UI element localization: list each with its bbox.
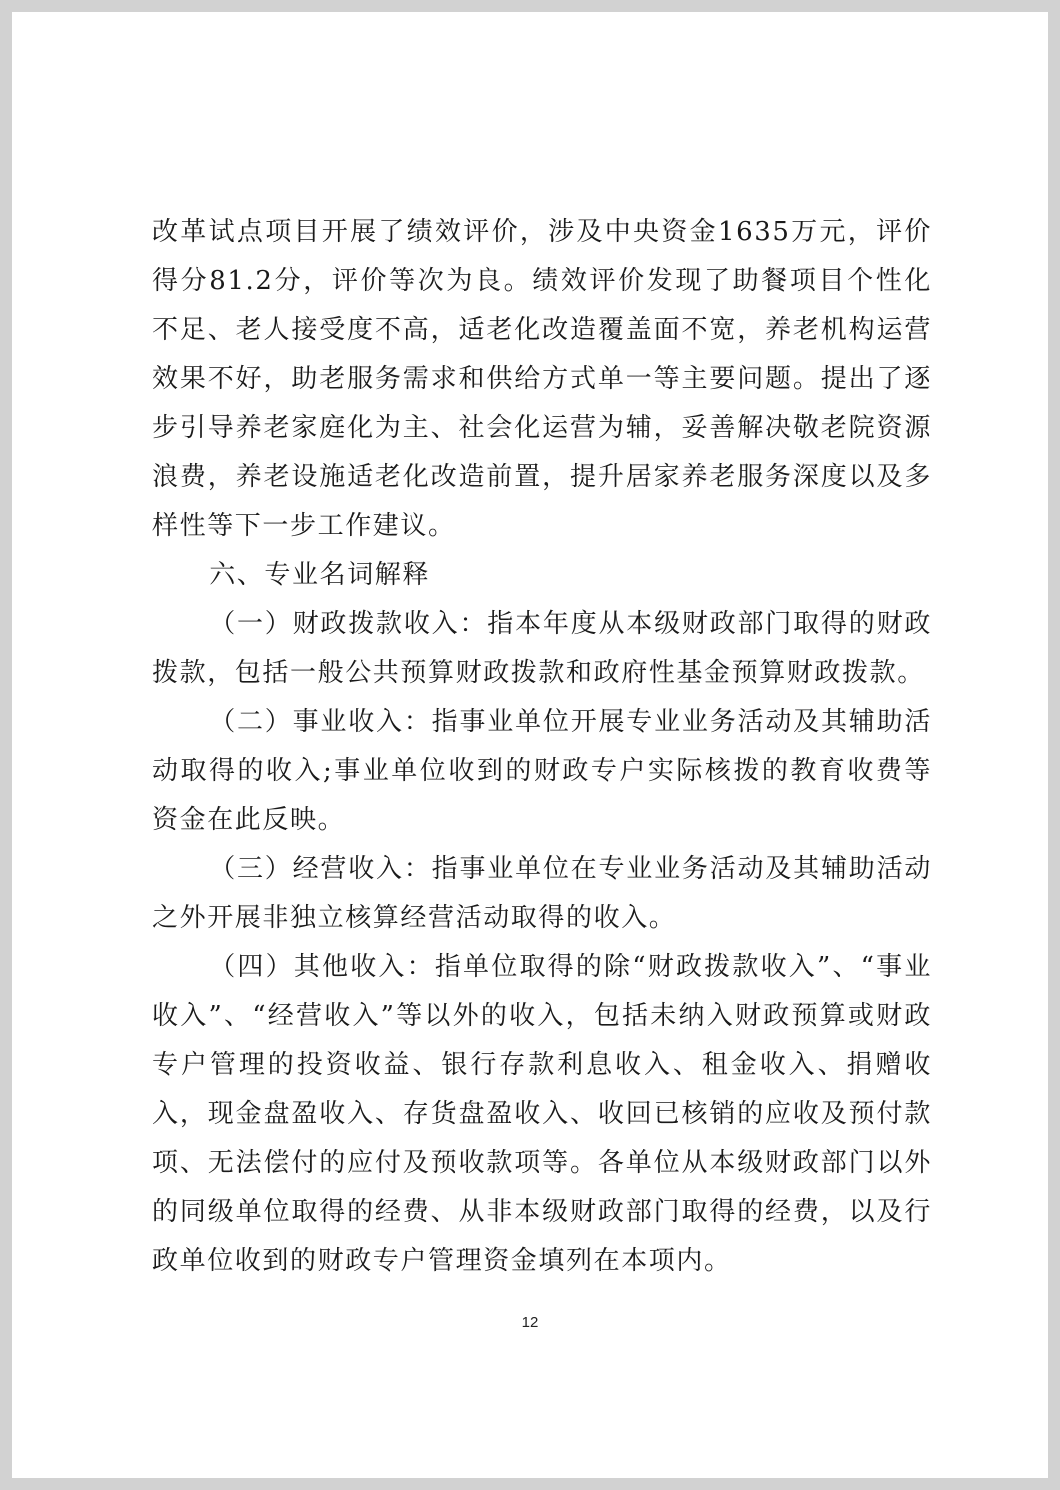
document-body — [152, 208, 932, 1286]
definition-item — [152, 845, 932, 943]
document-page — [12, 12, 1048, 1478]
definition-term: （一）财政拨款收入： — [209, 609, 488, 639]
definition-term: （三）经营收入： — [209, 854, 432, 884]
definition-item — [152, 943, 932, 1286]
definition-item — [152, 698, 932, 845]
page-number: 12 — [521, 1314, 539, 1331]
section-heading: 六、专业名词解释 — [209, 560, 430, 590]
definition-text: 指单位取得的除“财政拨款收入”、“事业收入”、“经营收入”等以外的收入，包括未纳入财政预算或财政专户管理的投资收益、银行存款利息收入、租金收入、捐赠收入，现金盘盈收入、存货盘盈收入、收回已核销的应收及预付款项、无法偿付的应付及预收款项等。各单位从本级财政部门以外的同级单位取得的经费、从非本级财政部门取得的经费，以及行政单位收到的财政专户管理资金填列在本项内。 — [152, 952, 932, 1276]
definition-item — [152, 600, 932, 698]
definition-term: （四）其他收入： — [209, 952, 435, 982]
continuation-paragraph: 改革试点项目开展了绩效评价，涉及中央资金1635万元，评价得分81.2分，评价等次为良。绩效评价发现了助餐项目个性化不足、老人接受度不高，适老化改造覆盖面不宽，养老机构运营效果不好，助老服务需求和供给方式单一等主要问题。提出了逐步引导养老家庭化为主、社会化运营为辅，妥善解决敬老院资源浪费，养老设施适老化改造前置，提升居家养老服务深度以及多样性等下一步工作建议。 — [152, 217, 932, 541]
definition-text: 指本年度从本级财政部门取得的财政拨款，包括一般公共预算财政拨款和政府性基金预算财政拨款。 — [152, 609, 932, 688]
definition-text: 指事业单位在专业业务活动及其辅助活动之外开展非独立核算经营活动取得的收入。 — [152, 854, 932, 933]
definition-term: （二）事业收入： — [209, 707, 432, 737]
definition-text: 指事业单位开展专业业务活动及其辅助活动取得的收入;事业单位收到的财政专户实际核拨的教育收费等资金在此反映。 — [152, 707, 932, 835]
